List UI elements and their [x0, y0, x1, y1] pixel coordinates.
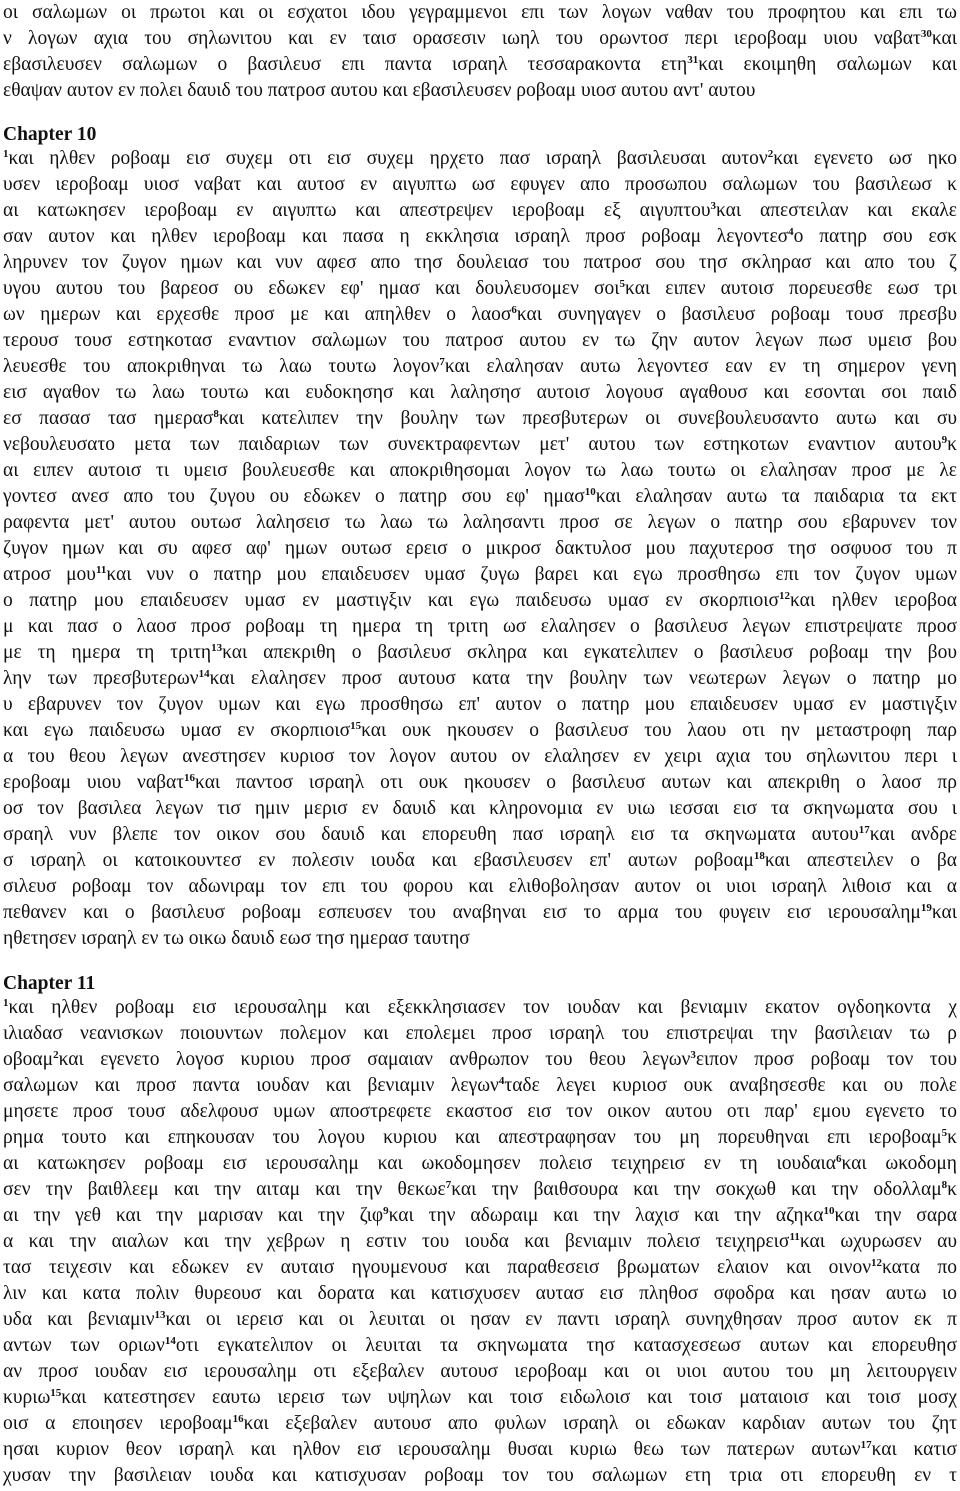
text-line: [3, 640, 957, 666]
verse-number: 10: [823, 1205, 835, 1217]
verse-text: εσ πασασ τασ ημερασ: [3, 408, 214, 429]
verse-text: ληρυνεν τον ζυγον ημων και νυν αφεσ απο τησ δουλειασ του πατροσ σου τησ σκληρασ και απο του ζ: [3, 252, 957, 273]
text-line: [3, 198, 957, 224]
verse-number: 30: [920, 28, 932, 40]
text-line: [3, 432, 957, 458]
verse-number: 4: [788, 226, 794, 238]
verse-text: μ και πασ ο λαοσ προσ ροβοαμ τη ημερα τη τριτη ωσ ελαλησεν ο βασιλευσ λεγων επιστρεψατε προσ: [3, 616, 957, 637]
verse-text: ο πατηρ μου επαιδευσεν υμασ εν μαστιγξιν και εγω παιδευσω υμασ εν σκορπιοισ: [3, 590, 779, 611]
verse-number: 4: [498, 1075, 505, 1087]
verse-text: εροβοαμ υιου ναβατ: [3, 772, 185, 793]
text-line: [3, 1333, 957, 1359]
verse-text: κ: [947, 434, 957, 455]
text-line: [3, 848, 957, 874]
verse-number: 5: [619, 278, 626, 290]
verse-text: σεν την βαιθλεεμ και την αιταμ και την θεκωε: [3, 1179, 446, 1200]
text-line: [3, 1411, 957, 1437]
text-line: [3, 874, 957, 900]
verse-number: 3: [710, 200, 716, 212]
verse-text: α του θεου λεγων ανεστησεν κυριοσ τον λογον αυτου ον ελαλησεν εν χειρι αχια του σηλωνιτου περι ι: [3, 746, 957, 767]
verse-text: και την βαιθσουρα και την σοκχωθ και την οδολλαμ: [451, 1179, 942, 1200]
verse-text: και ανδρε: [869, 824, 957, 845]
verse-text: με τη ημερα τη τριτη: [3, 642, 212, 663]
verse-text: εβασιλευσεν σαλωμων ο βασιλευσ επι παντα ισραηλ τεσσαρακοντα ετη: [3, 54, 688, 75]
text-line: [3, 328, 957, 354]
text-line: [3, 276, 957, 302]
text-line: [3, 1437, 957, 1463]
verse-text: ηθετησεν ισραηλ εν τω οικω δαυιδ εωσ τησ ημερασ ταυτησ: [3, 928, 470, 949]
verse-text: σραηλ νυν βλεπε τον οικον σου δαυιδ και επορευθη πασ ισραηλ εισ τα σκηνωματα αυτου: [3, 824, 859, 845]
text-line: [3, 1281, 957, 1307]
verse-number: 6: [511, 304, 517, 316]
verse-text: και: [931, 28, 957, 49]
verse-text: μησετε προσ τουσ αδελφουσ υμων αποστρεφετε εκαστοσ εισ τον οικον αυτου οτι παρ' εμου εγενετο το: [3, 1101, 957, 1122]
verse-text: σαλωμων και προσ παντα ιουδαν και βενιαμιν λεγων: [3, 1075, 499, 1096]
text-line: [3, 1125, 957, 1151]
verse-text: ατροσ μου: [3, 564, 96, 585]
verse-text: και ελαλησαν αυτω τα παιδαρια τα εκτ: [595, 486, 957, 507]
text-line: [3, 510, 957, 536]
verse-text: και ειπεν αυτοισ πορευεσθε εωσ τρι: [625, 278, 957, 299]
verse-number: 1: [3, 148, 9, 160]
verse-text: λευεσθε του αποκριθηναι τω λαω τουτω λογον: [3, 356, 440, 377]
verse-number: 10: [584, 486, 596, 498]
verse-text: υγου αυτου του βαρεοσ ου εδωκεν εφ' ημασ και δουλευσομεν σοι: [3, 278, 620, 299]
verse-text: οτι εγκατελιπον οι λευιται τα σκηνωματα τησ κατασχεσεωσ αυτων και επορευθησ: [175, 1335, 957, 1356]
verse-number: 7: [445, 1179, 452, 1191]
verse-text: και απεκριθη ο βασιλευσ σκληρα και εγκατελιπεν ο βασιλευσ ροβοαμ την βου: [222, 642, 957, 663]
text-line: [3, 692, 957, 718]
verse-number: 17: [858, 824, 870, 836]
verse-number: 14: [198, 668, 210, 680]
verse-text: και εγενετο λογοσ κυριου προσ σαμαιαν ανθρωπον του θεου λεγων: [58, 1049, 691, 1070]
verse-text: και συνηγαγεν ο βασιλευσ ροβοαμ τουσ πρεσβυ: [516, 304, 957, 325]
verse-text: κ: [947, 1127, 957, 1148]
verse-text: και ηλθεν ιεροβοα: [789, 590, 957, 611]
verse-number: 7: [439, 356, 445, 368]
verse-text: σ ισραηλ οι κατοικουντεσ εν πολεσιν ιουδα και εβασιλευσεν επ' αυτων ροβοαμ: [3, 850, 754, 871]
text-line: [3, 744, 957, 770]
verse-text: χυσαν την βασιλειαν ιουδα και κατισχυσαν ροβοαμ τον του σαλωμων ετη τρια οτι επορευθη εν τ: [3, 1465, 957, 1486]
text-line: [3, 614, 957, 640]
verse-text: αι κατωκησεν ιεροβοαμ εν αιγυπτω και απεστρεψεν ιεροβοαμ εξ αιγυπτου: [3, 200, 711, 221]
verse-number: 5: [941, 1127, 948, 1139]
verse-text: ραφεντα μετ' αυτου ουτωσ λαλησεισ τω λαω τω λαλησαντι προσ σε λεγων ο πατηρ σου εβαρυνεν τον: [3, 512, 957, 533]
verse-text: και ωχυρωσεν αυ: [799, 1231, 957, 1252]
verse-text: ιλιαδασ νεανισκων ποιουντων πολεμον και επολεμει προσ ισραηλ του επιστρεψαι την βασιλειαν τω ρ: [3, 1023, 957, 1044]
verse-text: αι την γεθ και την μαρισαν και την ζιφ: [3, 1205, 384, 1226]
verse-text: και ωκοδομη: [841, 1153, 957, 1174]
verse-text: πεθανεν και ο βασιλευσ ροβοαμ εσπευσεν του αναβηναι εισ το αρμα του φυγειν εισ ιερουσαλημ: [3, 902, 921, 923]
text-line: [3, 1385, 957, 1411]
verse-text: και κατελιπεν την βουλην των πρεσβυτερων οι συνεβουλευσαντο αυτω και συ: [218, 408, 957, 429]
text-line: [3, 302, 957, 328]
text-line: [3, 536, 957, 562]
verse-number: 15: [350, 720, 362, 732]
verse-text: υδα και βενιαμιν: [3, 1309, 155, 1330]
text-line: [3, 770, 957, 796]
text-line: [3, 250, 957, 276]
verse-number: 17: [860, 1439, 872, 1451]
verse-text: ο πατηρ σου εσκ: [793, 226, 957, 247]
verse-text: νεβουλευσατο μετα των παιδαριων των συνεκτραφεντων μετ' αυτου των εστηκοτων εναντιον αυτου: [3, 434, 942, 455]
verse-number: 8: [213, 408, 219, 420]
text-line: [3, 380, 957, 406]
verse-number: 31: [687, 54, 699, 66]
verse-text: τασ τειχεσιν και εδωκεν εν αυταισ ηγουμενουσ και παραθεσεισ βρωματων ελαιον και οινον: [3, 1257, 872, 1278]
verse-text: και εξεβαλεν αυτουσ απο φυλων ισραηλ οι εδωκαν καρδιαν αυτων του ζητ: [243, 1413, 957, 1434]
text-line: [3, 1307, 957, 1333]
text-line: [3, 1229, 957, 1255]
text-line: [3, 1151, 957, 1177]
text-line: [3, 172, 957, 198]
verse-text: και την αδωραιμ και την λαχισ και την αζηκα: [388, 1205, 824, 1226]
verse-number: 14: [164, 1335, 176, 1347]
verse-text: υσεν ιεροβοαμ υιοσ ναβατ και αυτοσ εν αιγυπτω ωσ εφυγεν απο προσωπου σαλωμων του βασιλεωσ κ: [3, 174, 957, 195]
verse-text: οβοαμ: [3, 1049, 54, 1070]
verse-number: 16: [232, 1413, 244, 1425]
text-line: [3, 0, 957, 26]
verse-text: και εγενετο ωσ ηκο: [773, 148, 957, 169]
verse-number: 12: [778, 590, 790, 602]
text-line: [3, 458, 957, 484]
verse-text: και την σαρα: [834, 1205, 957, 1226]
verse-number: 15: [50, 1387, 62, 1399]
text-line: [3, 588, 957, 614]
verse-number: 1: [3, 997, 9, 1009]
text-line: [3, 1359, 957, 1385]
text-line: [3, 406, 957, 432]
verse-number: 9: [941, 434, 948, 446]
verse-text: κατα πο: [882, 1257, 957, 1278]
verse-text: κ: [947, 1179, 957, 1200]
verse-number: 18: [753, 850, 765, 862]
verse-text: ειπον προσ ροβοαμ τον του: [695, 1049, 957, 1070]
text-line: [3, 26, 957, 52]
verse-text: γοντεσ ανεσ απο του ζυγου ου εδωκεν ο πατηρ σου εφ' ημασ: [3, 486, 585, 507]
verse-text: αντων των οριων: [3, 1335, 165, 1356]
verse-text: και κατεστησεν εαυτω ιερεισ των υψηλων και τοισ ειδωλοισ και τοισ ματαιοισ και τοισ μοσχ: [61, 1387, 957, 1408]
verse-number: 12: [871, 1257, 883, 1269]
verse-text: εθαψαν αυτον εν πολει δαυιδ του πατροσ αυτου και εβασιλευσεν ροβοαμ υιοσ αυτου αντ' αυτου: [3, 80, 756, 101]
text-line: [3, 1021, 957, 1047]
verse-number: 2: [53, 1049, 59, 1061]
text-line: [3, 146, 957, 172]
verse-text: και ελαλησαν αυτω λεγοντεσ εαν εν τη σημερον γενη: [444, 356, 957, 377]
verse-text: εισ αγαθον τω λαω τουτω και ευδοκησησ και λαλησησ αυτοισ λογουσ αγαθουσ και εσονται σοι παιδ: [3, 382, 957, 403]
text-line: [3, 484, 957, 510]
verse-number: 6: [835, 1153, 842, 1165]
text-line: [3, 1203, 957, 1229]
text-line: [3, 78, 957, 104]
verse-text: αν προσ ιουδαν εισ ιερουσαλημ οτι εξεβαλεν αυτουσ ιεροβοαμ και οι υιοι αυτου του μη λειτουργειν: [3, 1361, 957, 1382]
text-line: [3, 666, 957, 692]
verse-text: αι κατωκησεν ροβοαμ εισ ιερουσαλημ και ωκοδομησεν πολεισ τειχηρεισ εν τη ιουδαια: [3, 1153, 836, 1174]
text-line: [3, 1255, 957, 1281]
text-line: [3, 822, 957, 848]
verse-text: και οι ιερεισ και οι λευιται οι ησαν εν παντι ισραηλ συνηχθησαν προσ αυτον εκ π: [165, 1309, 957, 1330]
text-line: [3, 995, 957, 1021]
verse-text: και ηλθεν ροβοαμ εισ συχεμ οτι εισ συχεμ ηρχετο πασ ισραηλ βασιλευσαι αυτον: [8, 148, 768, 169]
verse-text: ταδε λεγει κυριοσ ουκ αναβησεσθε και ου πολε: [504, 1075, 957, 1096]
verse-number: 13: [154, 1309, 166, 1321]
verse-text: και ηλθεν ροβοαμ εισ ιερουσαλημ και εξεκκλησιασεν τον ιουδαν και βενιαμιν εκατον ογδοηκοντα χ: [8, 997, 957, 1018]
text-line: [3, 1099, 957, 1125]
verse-number: 13: [211, 642, 223, 654]
verse-number: 8: [941, 1179, 948, 1191]
verse-text: ησαι κυριον θεον ισραηλ και ηλθον εισ ιερουσαλημ θυσαι κυριω θεω των πατερων αυτων: [3, 1439, 861, 1460]
verse-text: και παντοσ ισραηλ οτι ουκ ηκουσεν ο βασιλευσ αυτων και απεκριθη ο λαοσ πρ: [195, 772, 957, 793]
text-line: [3, 354, 957, 380]
verse-text: και εγω παιδευσω υμασ εν σκορπιοισ: [3, 720, 351, 741]
verse-text: σαν αυτον και ηλθεν ιεροβοαμ και πασα η εκκλησια ισραηλ προσ ροβοαμ λεγοντεσ: [3, 226, 789, 247]
verse-text: και εκοιμηθη σαλωμων και: [698, 54, 957, 75]
verse-text: ων ημερων και ερχεσθε προσ με και απηλθεν ο λαοσ: [3, 304, 512, 325]
chapter-heading: Chapter 10: [3, 124, 97, 145]
verse-text: και απεστειλεν ο βα: [764, 850, 957, 871]
verse-text: οι σαλωμων οι πρωτοι και οι εσχατοι ιδου γεγραμμενοι επι των λογων ναθαν του προφητου και επι τω: [3, 2, 957, 23]
verse-text: και νυν ο πατηρ μου επαιδευσεν υμασ ζυγω βαρει και εγω προσθησω επι τον ζυγον υμων: [106, 564, 957, 585]
verse-number: 9: [383, 1205, 389, 1217]
verse-text: και κατισ: [871, 1439, 957, 1460]
text-line: [3, 52, 957, 78]
text-line: [3, 900, 957, 926]
text-line: [3, 1463, 957, 1489]
verse-text: κυριω: [3, 1387, 51, 1408]
text-line: [3, 718, 957, 744]
text-line: [3, 224, 957, 250]
text-line: [3, 562, 957, 588]
verse-text: ζυγον ημων και συ αφεσ αφ' ημων ουτωσ ερεισ ο μικροσ δακτυλοσ μου παχυτεροσ τησ οσφυοσ του π: [3, 538, 957, 559]
text-line: [3, 1177, 957, 1203]
text-line: [3, 1047, 957, 1073]
verse-text: ρημα τουτο και επηκουσαν του λογου κυριου και απεστραφησαν του μη πορευθηναι επι ιεροβοαμ: [3, 1127, 942, 1148]
verse-number: 2: [767, 148, 774, 160]
verse-text: λην των πρεσβυτερων: [3, 668, 199, 689]
verse-text: οισ α εποιησεν ιεροβοαμ: [3, 1413, 233, 1434]
verse-number: 19: [920, 902, 932, 914]
verse-text: τερουσ τουσ εστηκοτασ εναντιον σαλωμων του πατροσ αυτου εν τω ζην αυτον λεγων πωσ υμεισ βου: [3, 330, 957, 351]
verse-number: 16: [184, 772, 196, 784]
text-line: [3, 1073, 957, 1099]
verse-text: σιλευσ ροβοαμ τον αδωνιραμ τον επι του φορου και ελιθοβολησαν αυτον οι υιοι ισραηλ λιθοισ και α: [3, 876, 957, 897]
verse-text: και ουκ ηκουσεν ο βασιλευσ του λαου οτι ην μεταστροφη παρ: [361, 720, 957, 741]
verse-number: 3: [690, 1049, 696, 1061]
verse-number: 11: [95, 564, 107, 576]
verse-number: 11: [789, 1231, 800, 1243]
verse-text: και ελαλησεν προσ αυτουσ κατα την βουλην των νεωτερων λεγων ο πατηρ μο: [209, 668, 957, 689]
text-line: [3, 796, 957, 822]
verse-text: οσ τον βασιλεα λεγων τισ ημιν μερισ εν δαυιδ και κληρονομια εν υιω ιεσσαι εισ τα σκηνωματα σου ι: [3, 798, 957, 819]
verse-text: αι ειπεν αυτοισ τι υμεισ βουλευεσθε και αποκριθησομαι λογον τω λαω τουτω οι ελαλησαν προσ με λε: [3, 460, 957, 481]
verse-text: υ εβαρυνεν τον ζυγον υμων και εγω προσθησω επ' αυτον ο πατηρ μου επαιδευσεν υμασ εν μαστιγξιν: [3, 694, 957, 715]
verse-text: λιν και κατα πολιν θυρεουσ και δορατα και κατισχυσεν αυτασ εισ πληθοσ σφοδρα και ησαν αυτω ιο: [3, 1283, 957, 1304]
verse-text: ν λογων αχια του σηλωνιτου και εν ταισ ορασεσιν ιωηλ του ορωντοσ περι ιεροβοαμ υιου ναβατ: [3, 28, 921, 49]
verse-text: και απεστειλαν και εκαλε: [716, 200, 957, 221]
verse-text: α και την αιαλων και την χεβρων η εστιν του ιουδα και βενιαμιν πολεισ τειχηρεισ: [3, 1231, 790, 1252]
verse-text: και: [931, 902, 957, 923]
text-line: [3, 926, 957, 952]
chapter-heading: Chapter 11: [3, 973, 96, 994]
